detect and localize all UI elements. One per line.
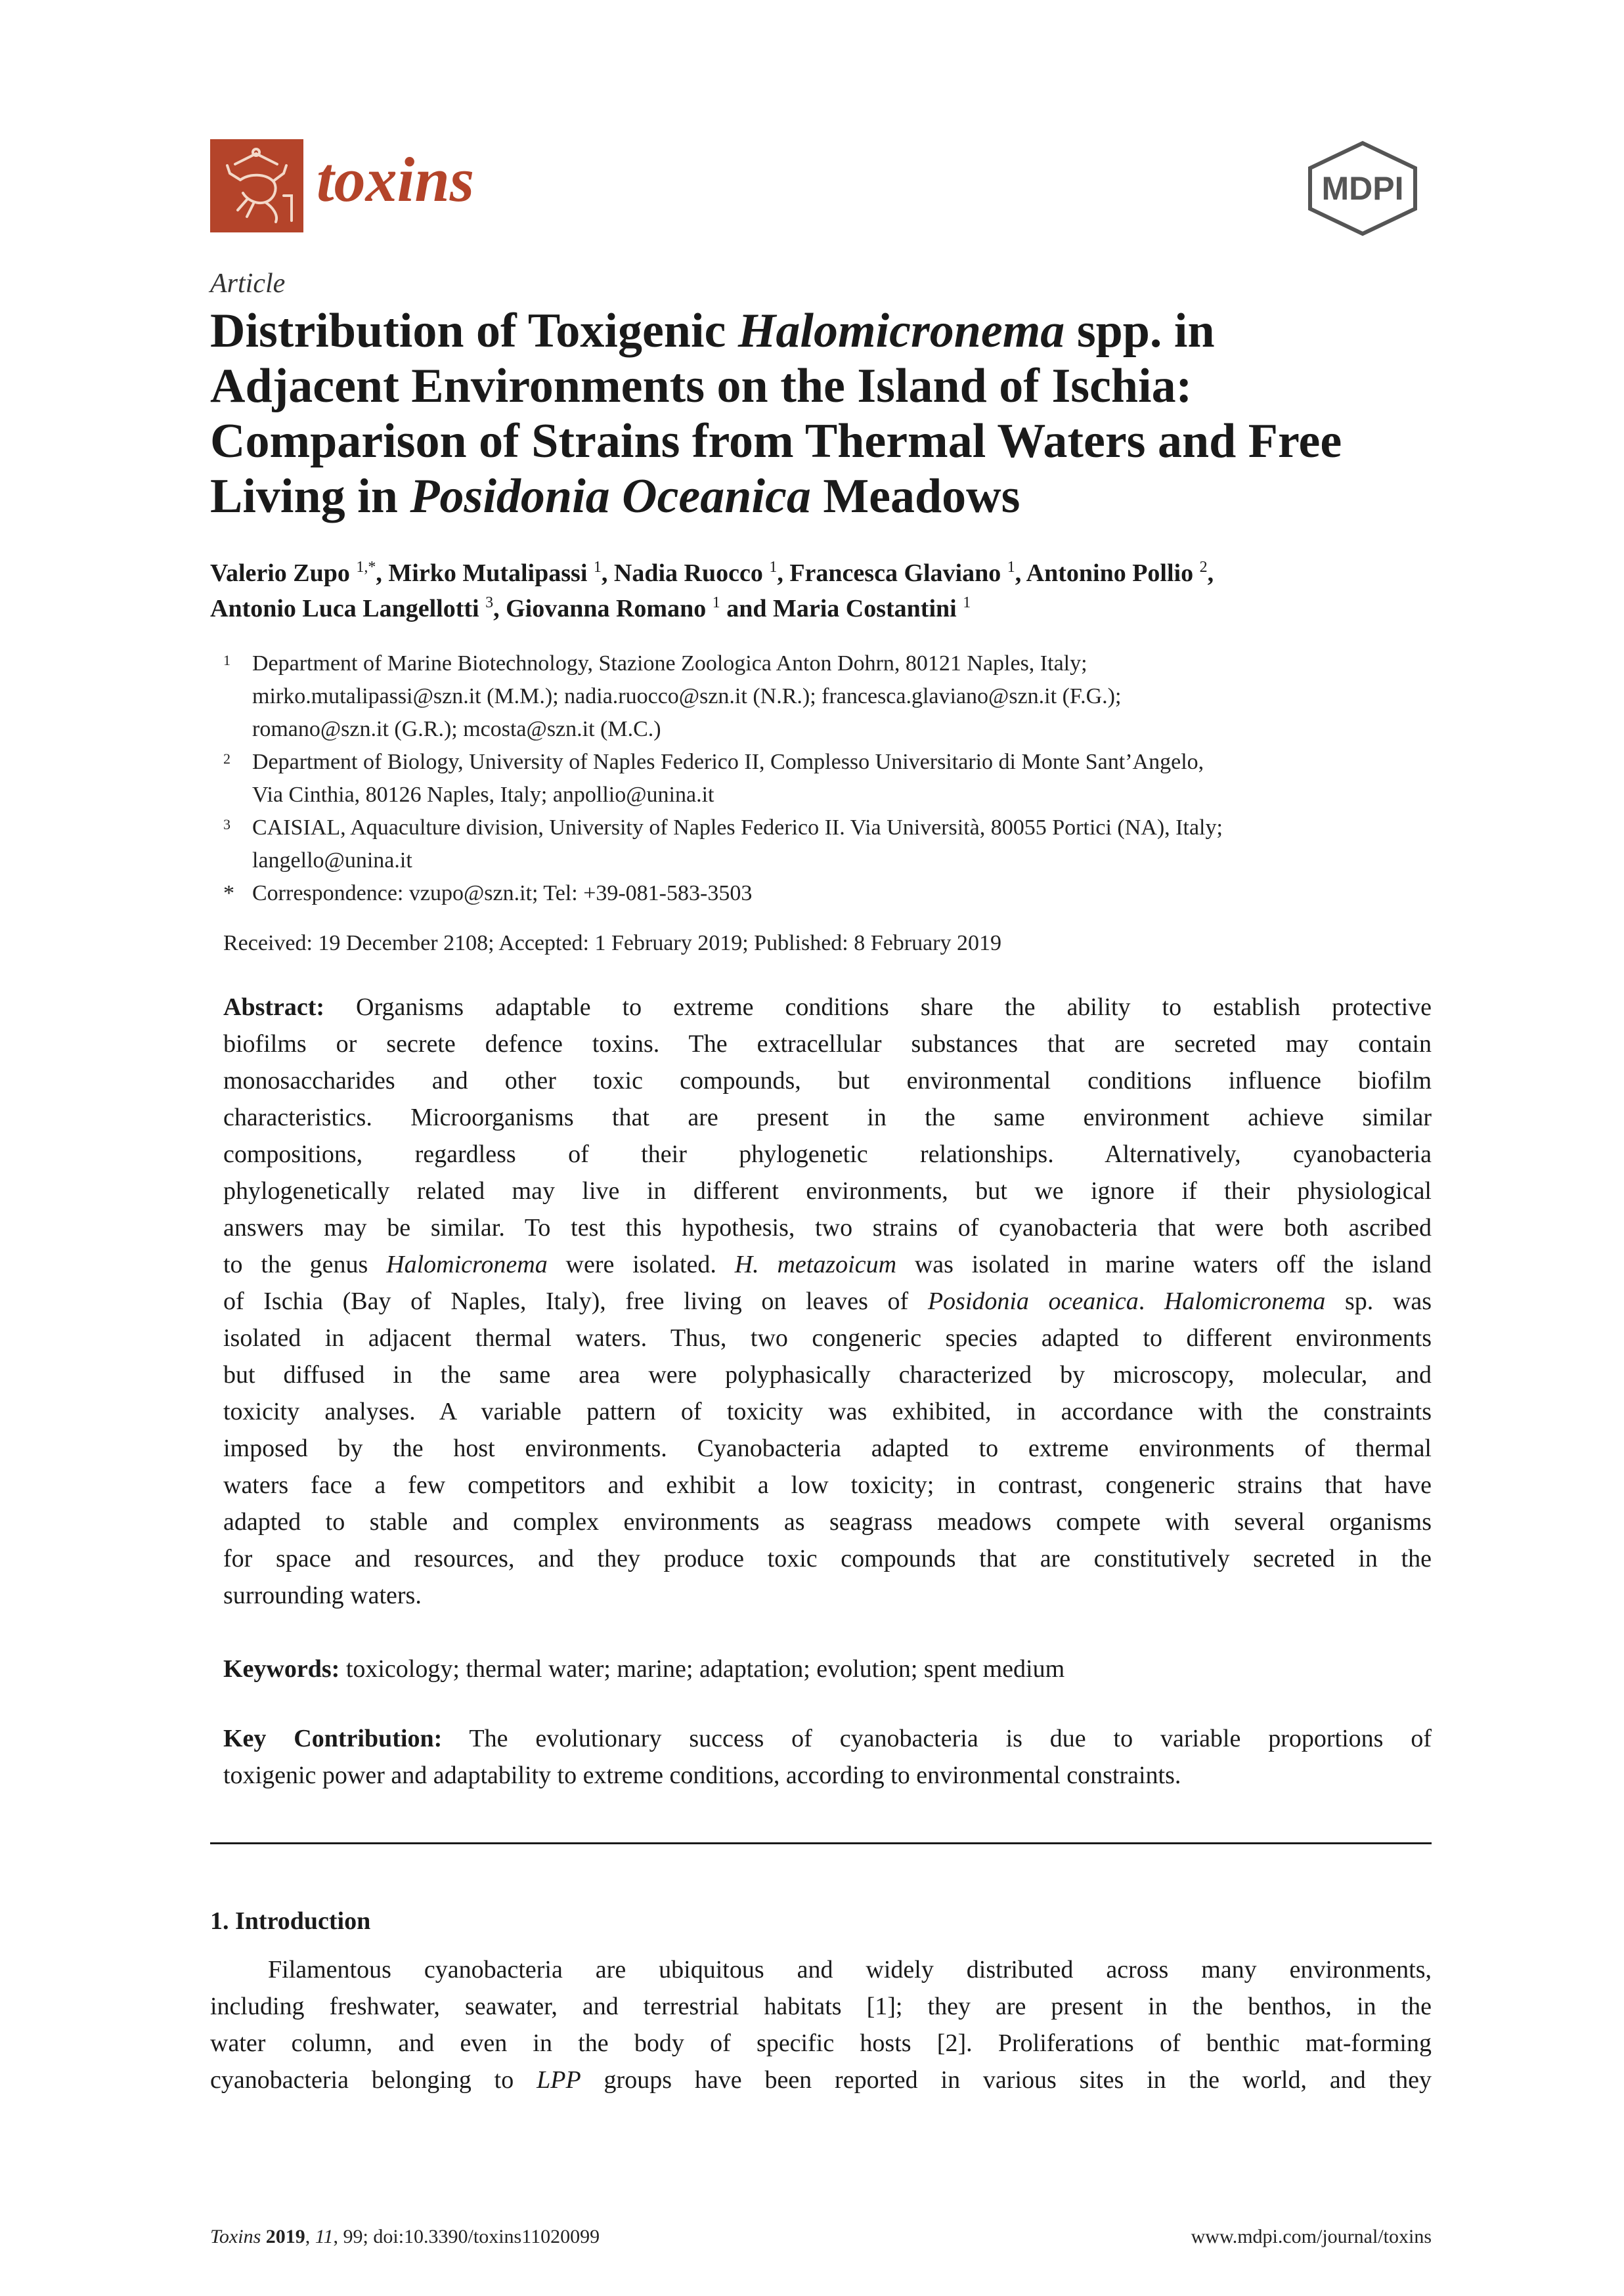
affiliation-number: 3	[223, 816, 230, 833]
abstract-italic: Posidonia oceanica	[927, 1288, 1139, 1315]
title-line	[210, 303, 1432, 358]
introduction-line	[210, 2062, 1432, 2098]
title-text: Living in	[210, 469, 410, 523]
title-text: Comparison of Strains from Thermal Waters and Free	[210, 414, 1342, 468]
abstract-text: were isolated.	[547, 1251, 735, 1278]
abstract-text: biofilms or secrete defence toxins. The extracellular substances that are secreted may contain	[223, 1030, 1432, 1058]
correspondence-line: Correspondence: vzupo@szn.it; Tel: +39-081-583-3503	[252, 881, 753, 905]
abstract-text: to the genus	[223, 1251, 387, 1278]
keywords-text: toxicology; thermal water; marine; adaptation; evolution; spent medium	[340, 1655, 1065, 1683]
journal-name: toxins	[317, 144, 475, 215]
title-text: Adjacent Environments on the Island of Ischia:	[210, 359, 1193, 413]
author-affiliation-mark: 3	[485, 594, 494, 611]
abstract-line	[223, 1320, 1432, 1356]
introduction-line	[210, 1988, 1432, 2025]
abstract-line	[223, 1356, 1432, 1393]
abstract-line	[223, 1393, 1432, 1430]
abstract-line	[223, 1283, 1432, 1320]
introduction-body	[210, 1951, 1432, 2098]
mdpi-logo-text: MDPI	[1321, 170, 1404, 207]
abstract-line	[223, 989, 1432, 1026]
introduction-line	[210, 1951, 1432, 1988]
abstract-line	[223, 1540, 1432, 1577]
key-contribution-text: toxigenic power and adaptability to extreme conditions, according to environmental constraints.	[223, 1762, 1181, 1789]
affiliation-number: 2	[223, 750, 230, 767]
introduction-italic: LPP	[537, 2066, 581, 2094]
affiliation-3	[223, 812, 1432, 877]
introduction-text: Filamentous cyanobacteria are ubiquitous and widely distributed across many environments,	[268, 1956, 1432, 1983]
abstract-text: was isolated in marine waters off the island	[896, 1251, 1432, 1278]
abstract-line	[223, 1026, 1432, 1062]
key-contribution	[223, 1720, 1432, 1794]
author-affiliation-mark: 1	[1007, 559, 1015, 576]
author-line	[210, 555, 1432, 591]
footer-journal: Toxins	[210, 2226, 261, 2247]
affiliation-number: 1	[223, 652, 230, 668]
author-list	[210, 555, 1432, 626]
title-text: Distribution of Toxigenic	[210, 304, 738, 358]
abstract-text: Organisms adaptable to extreme conditions share the ability to establish protective	[324, 993, 1432, 1021]
abstract-line	[223, 1099, 1432, 1136]
abstract-text: isolated in adjacent thermal waters. Thus, two congeneric species adapted to different environments	[223, 1324, 1432, 1352]
affiliation-line: romano@szn.it (G.R.); mcosta@szn.it (M.C.)	[252, 717, 661, 741]
author-name: , Mirko Mutalipassi	[376, 559, 594, 587]
title-line	[210, 358, 1432, 414]
footer-volume: 11	[315, 2226, 334, 2247]
introduction-text: water column, and even in the body of specific hosts [2]. Proliferations of benthic mat-forming	[210, 2029, 1432, 2057]
abstract-italic: Halomicronema	[1164, 1288, 1326, 1315]
introduction-text: groups have been reported in various sites in the world, and they	[581, 2066, 1432, 2094]
footer-year: 2019	[265, 2226, 305, 2247]
abstract-italic: Halomicronema	[386, 1251, 548, 1278]
affiliation-line: Via Cinthia, 80126 Naples, Italy; anpollio@unina.it	[252, 783, 714, 807]
affiliation-1	[223, 647, 1432, 746]
author-name: , Antonino Pollio	[1015, 559, 1200, 587]
author-name: Antonio Luca Langellotti	[210, 595, 486, 622]
abstract-text: monosaccharides and other toxic compounds, but environmental conditions influence biofilm	[223, 1067, 1432, 1094]
journal-url-link[interactable]: www.mdpi.com/journal/toxins	[1191, 2226, 1432, 2247]
correspondence	[223, 877, 1432, 910]
abstract-text: sp. was	[1325, 1288, 1432, 1315]
citation-footer: Toxins 2019, 11, 99; doi:10.3390/toxins11020099	[210, 2226, 600, 2247]
author-affiliation-mark: 1	[593, 559, 602, 576]
correspondence-marker: *	[223, 881, 234, 905]
author-name: , Francesca Glaviano	[777, 559, 1007, 587]
author-affiliation-mark: 1	[769, 559, 778, 576]
author-affiliation-mark: 1	[712, 594, 720, 611]
author-name: , Giovanna Romano	[493, 595, 713, 622]
abstract-line	[223, 1136, 1432, 1173]
title-line	[210, 414, 1432, 469]
title-italic: Posidonia Oceanica	[410, 469, 811, 523]
abstract-text: answers may be similar. To test this hypothesis, two strains of cyanobacteria that were both ascribed	[223, 1214, 1432, 1242]
abstract-text: but diffused in the same area were polyphasically characterized by microscopy, molecular, and	[223, 1361, 1432, 1389]
mdpi-logo-icon	[1304, 139, 1422, 238]
abstract-text: .	[1138, 1288, 1164, 1315]
abstract-line	[223, 1467, 1432, 1504]
author-name: , Nadia Ruocco	[601, 559, 770, 587]
title-italic: Halomicronema	[737, 304, 1065, 358]
introduction-line	[210, 2025, 1432, 2062]
affiliation-line: CAISIAL, Aquaculture division, University of Naples Federico II. Via Università, 80055 Portici (NA), Italy;	[252, 815, 1223, 840]
affiliation-line: langello@unina.it	[252, 848, 412, 873]
abstract-line	[223, 1577, 1432, 1614]
abstract-text: toxicity analyses. A variable pattern of toxicity was exhibited, in accordance with the constraints	[223, 1398, 1432, 1425]
author-affiliation-mark: 1	[963, 594, 971, 611]
abstract	[223, 989, 1432, 1614]
section-heading: 1. Introduction	[210, 1907, 371, 1935]
affiliation-line: mirko.mutalipassi@szn.it (M.M.); nadia.ruocco@szn.it (N.R.); francesca.glaviano@szn.it (F.G.);	[252, 684, 1122, 708]
author-line	[210, 591, 1432, 626]
author-affiliation-mark: 2	[1199, 559, 1208, 576]
introduction-text: cyanobacteria belonging to	[210, 2066, 537, 2094]
title-text: spp. in	[1064, 304, 1215, 358]
author-name: ,	[1207, 559, 1214, 587]
affiliation-line: Department of Marine Biotechnology, Stazione Zoologica Anton Dohrn, 80121 Naples, Italy;	[252, 651, 1087, 676]
abstract-text: for space and resources, and they produce toxic compounds that are constitutively secreted in the	[223, 1545, 1432, 1572]
title-text: Meadows	[810, 469, 1020, 523]
footer-doi: , 99; doi:10.3390/toxins11020099	[333, 2226, 600, 2247]
abstract-italic: H. metazoicum	[734, 1251, 897, 1278]
abstract-line	[223, 1209, 1432, 1246]
title-line	[210, 469, 1432, 524]
key-contribution-label: Key Contribution:	[223, 1725, 443, 1752]
abstract-text: imposed by the host environments. Cyanobacteria adapted to extreme environments of thermal	[223, 1435, 1432, 1462]
affiliation-2	[223, 746, 1432, 812]
abstract-text: phylogenetically related may live in different environments, but we ignore if their physiological	[223, 1177, 1432, 1205]
abstract-text: surrounding waters.	[223, 1582, 422, 1609]
keywords	[223, 1651, 1432, 1687]
article-title	[210, 303, 1432, 524]
publication-dates: Received: 19 December 2108; Accepted: 1 February 2019; Published: 8 February 2019	[223, 931, 1001, 955]
abstract-line	[223, 1246, 1432, 1283]
author-name: and Maria Costantini	[720, 595, 963, 622]
key-contribution-text: The evolutionary success of cyanobacteria is due to variable proportions of	[442, 1725, 1432, 1752]
abstract-text: compositions, regardless of their phylogenetic relationships. Alternatively, cyanobacteria	[223, 1140, 1432, 1168]
abstract-text: of Ischia (Bay of Naples, Italy), free living on leaves of	[223, 1288, 928, 1315]
abstract-text: adapted to stable and complex environments as seagrass meadows compete with several organisms	[223, 1508, 1432, 1536]
affiliation-line: Department of Biology, University of Naples Federico II, Complesso Universitario di Monte Sant’Angelo,	[252, 750, 1204, 774]
article-type: Article	[210, 269, 286, 299]
abstract-line	[223, 1173, 1432, 1209]
abstract-text: waters face a few competitors and exhibit a low toxicity; in contrast, congeneric strains that have	[223, 1471, 1432, 1499]
abstract-line	[223, 1504, 1432, 1540]
abstract-line	[223, 1430, 1432, 1467]
keywords-label: Keywords:	[223, 1655, 340, 1683]
introduction-text: including freshwater, seawater, and terrestrial habitats [1]; they are present in the benthos, in the	[210, 1993, 1432, 2020]
author-name: Valerio Zupo	[210, 559, 357, 587]
journal-logo-icon	[210, 139, 303, 232]
abstract-label: Abstract:	[223, 993, 325, 1021]
section-divider	[210, 1842, 1432, 1844]
abstract-text: characteristics. Microorganisms that are present in the same environment achieve similar	[223, 1104, 1432, 1131]
abstract-line	[223, 1062, 1432, 1099]
author-affiliation-mark: 1,*	[356, 559, 376, 576]
